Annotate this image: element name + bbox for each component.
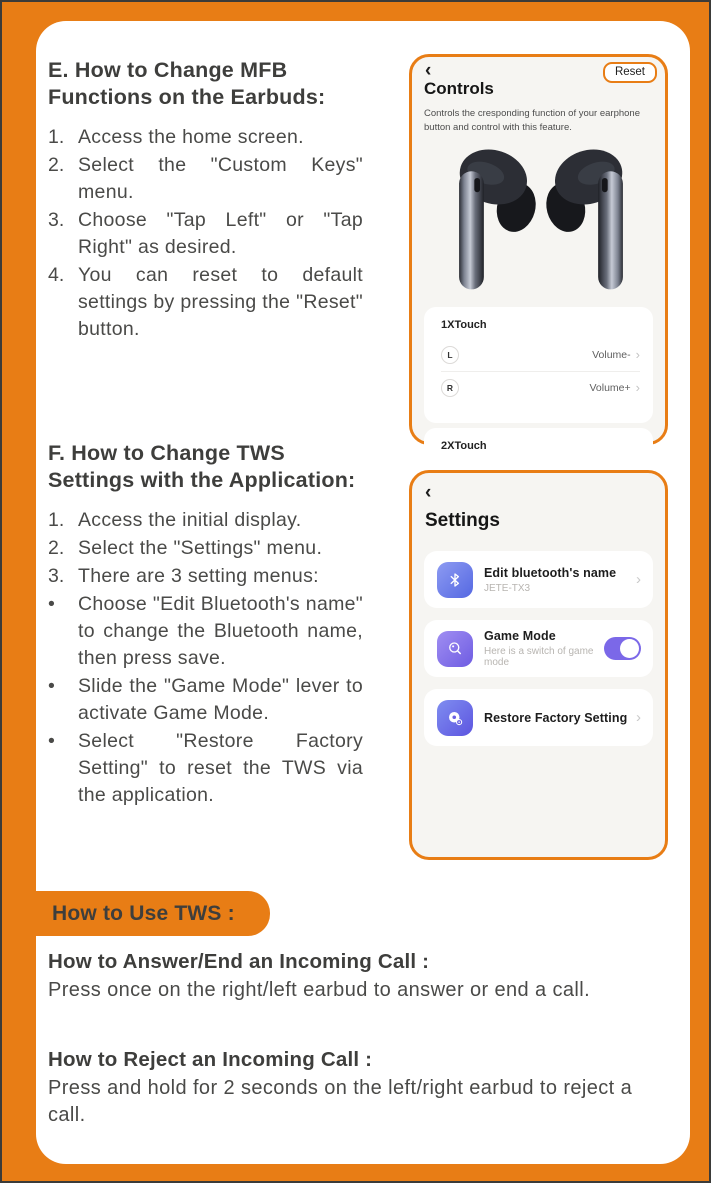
settings-screenshot — [409, 470, 668, 860]
restore-factory-item[interactable]: Restore Factory Setting › — [424, 689, 653, 746]
how-to-use-tws-badge: How to Use TWS : — [4, 891, 270, 936]
section-e-heading: E. How to Change MFB Functions on the Earbuds: — [48, 58, 326, 109]
left-earbud-row[interactable]: L Volume- › — [441, 340, 640, 370]
chevron-right-icon: › — [635, 380, 640, 395]
touch-1x-card — [424, 307, 653, 423]
list-item: 3. Choose "Tap Left" or "Tap Right" as desired. — [48, 209, 363, 258]
touch-2x-label: 2XTouch — [441, 440, 487, 452]
touch-1x-label: 1XTouch — [441, 319, 487, 331]
list-item: • Choose "Edit Bluetooth's name" to change the Bluetooth name, then press save. — [48, 593, 363, 669]
section-f — [48, 440, 400, 810]
chevron-right-icon: › — [635, 347, 640, 362]
left-badge: L — [441, 346, 459, 364]
earbuds-image — [436, 137, 646, 297]
list-item: 3. There are 3 setting menus: — [48, 565, 319, 587]
chevron-right-icon: › — [636, 571, 641, 588]
controls-title: Controls — [424, 79, 494, 98]
answer-call-heading: How to Answer/End an Incoming Call : — [48, 950, 430, 973]
reject-call-heading: How to Reject an Incoming Call : — [48, 1048, 373, 1071]
divider — [441, 371, 640, 372]
section-f-heading: F. How to Change TWS Settings with the Application: — [48, 441, 356, 492]
reject-call-text: Press and hold for 2 seconds on the left/right earbud to reject a call. — [48, 1077, 633, 1126]
game-mode-toggle[interactable] — [604, 637, 641, 660]
section-e — [48, 57, 400, 344]
list-item: 1. Access the home screen. — [48, 126, 304, 148]
list-item: 1. Access the initial display. — [48, 509, 302, 531]
right-badge: R — [441, 379, 459, 397]
right-earbud-row[interactable]: R Volume+ › — [441, 373, 640, 403]
list-item: 2. Select the "Custom Keys" menu. — [48, 154, 363, 203]
back-icon[interactable]: ‹ — [425, 482, 432, 503]
game-mode-icon — [437, 631, 473, 667]
answer-call-block — [48, 950, 656, 1004]
controls-description: Controls the cresponding function of your earphone button and control with this feature. — [424, 108, 640, 133]
back-icon[interactable]: ‹ — [425, 60, 432, 81]
section-f-list — [48, 507, 400, 809]
list-item: 2. Select the "Settings" menu. — [48, 537, 323, 559]
game-mode-item[interactable]: Game Mode Here is a switch of game mode — [424, 620, 653, 677]
reject-call-block — [48, 1048, 656, 1129]
reset-button[interactable]: Reset — [603, 62, 657, 83]
section-e-list — [48, 124, 400, 343]
list-item: • Slide the "Game Mode" lever to activate Game Mode. — [48, 675, 363, 724]
edit-bluetooth-name-item[interactable]: Edit bluetooth's name JETE-TX3 › — [424, 551, 653, 608]
bluetooth-icon — [437, 562, 473, 598]
toggle-knob — [620, 639, 639, 658]
list-item: 4. You can reset to default settings by pressing the "Reset" button. — [48, 264, 363, 340]
settings-title: Settings — [425, 510, 500, 531]
answer-call-text: Press once on the right/left earbud to answer or end a call. — [48, 979, 591, 1001]
chevron-right-icon: › — [636, 709, 641, 726]
restore-factory-icon — [437, 700, 473, 736]
controls-screenshot — [409, 54, 668, 452]
list-item: • Select "Restore Factory Setting" to reset the TWS via the application. — [48, 730, 363, 806]
